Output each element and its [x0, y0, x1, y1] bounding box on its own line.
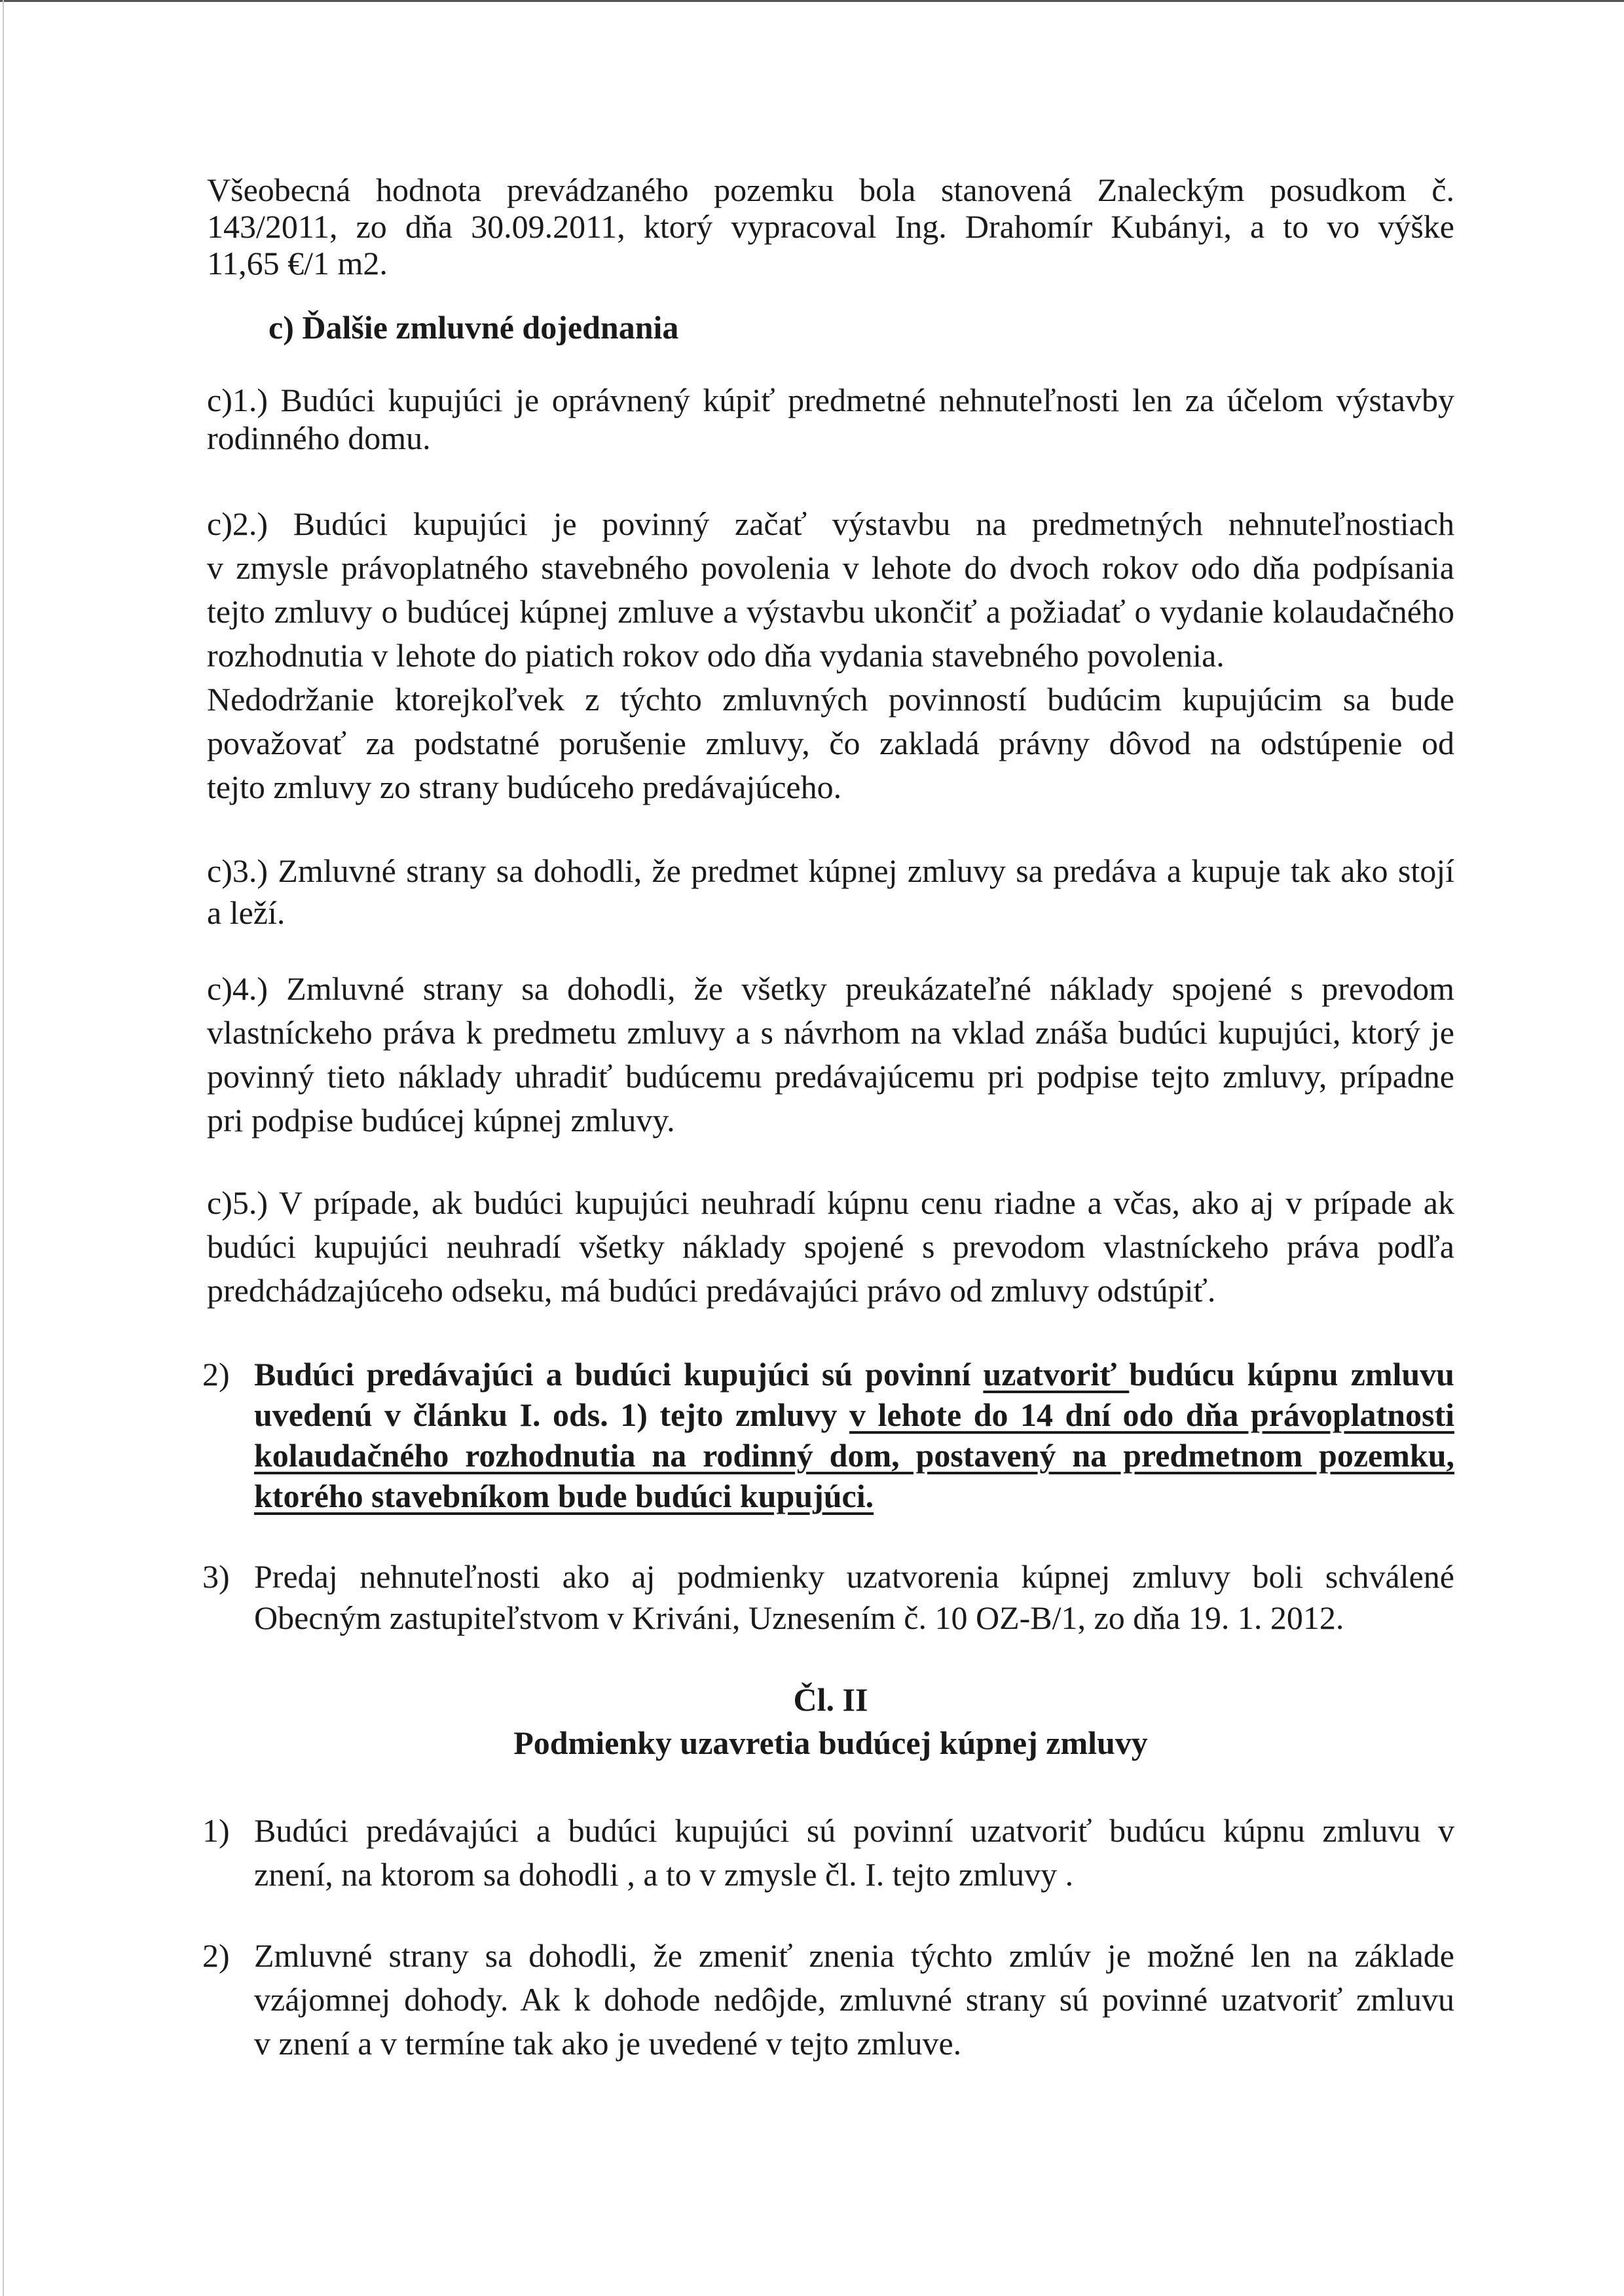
- scan-edge-top: [0, 0, 1624, 2]
- text-line: predchádzajúceho odseku, má budúci predávajúci právo od zmluvy odstúpiť.: [207, 1272, 1216, 1309]
- text-line: c)3.) Zmluvné strany sa dohodli, že predmet kúpnej zmluvy sa predáva a kupuje tak ako stojí: [207, 852, 1454, 889]
- article-item-1: [254, 1809, 1454, 1897]
- underlined-text: ktorého stavebníkom bude budúci kupujúci.: [254, 1478, 874, 1514]
- clause-c5: [207, 1181, 1454, 1313]
- text-line: c)4.) Zmluvné strany sa dohodli, že všetky preukázateľné náklady spojené s prevodom: [207, 970, 1454, 1007]
- text-line: c)1.) Budúci kupujúci je oprávnený kúpiť predmetné nehnuteľnosti len za účelom výstavby: [207, 382, 1454, 418]
- text-line: Predaj nehnuteľnosti ako aj podmienky uzatvorenia kúpnej zmluvy boli schválené: [254, 1558, 1454, 1595]
- item-number: 2): [202, 1937, 230, 1974]
- text-line: Zmluvné strany sa dohodli, že zmeniť znenia týchto zmlúv je možné len na základe: [254, 1937, 1454, 1974]
- heading-text: c) Ďalšie zmluvné dojednania: [268, 309, 679, 346]
- text-line: c)2.) Budúci kupujúci je povinný začať výstavbu na predmetných nehnuteľnostiach: [207, 505, 1454, 542]
- text-line: budúci kupujúci neuhradí všetky náklady spojené s prevodom vlastníckeho práva podľa: [207, 1228, 1454, 1265]
- underlined-text: v lehote do 14 dní odo dňa právoplatnosti: [849, 1396, 1454, 1433]
- item-number: 2): [202, 1356, 230, 1393]
- text-line: Budúci predávajúci a budúci kupujúci sú povinní uzatvoriť budúcu kúpnu zmluvu v: [254, 1812, 1454, 1849]
- text-line: vlastníckeho práva k predmetu zmluvy a s návrhom na vklad znáša budúci kupujúci, ktorý je: [207, 1014, 1454, 1051]
- clause-c1: [207, 381, 1454, 457]
- text-line: [254, 1394, 1454, 1435]
- article-title: Čl. II: [793, 1681, 868, 1718]
- clause-c2: [207, 502, 1454, 809]
- section-heading-c: [268, 308, 678, 347]
- scan-edge-left: [3, 0, 4, 2296]
- text-line: znení, na ktorom sa dohodli , a to v zmysle čl. I. tejto zmluvy .: [254, 1856, 1074, 1893]
- text-line: Všeobecná hodnota prevádzaného pozemku bola stanovená Znaleckým posudkom č.: [207, 172, 1454, 208]
- text-line: pri podpise budúcej kúpnej zmluvy.: [207, 1102, 675, 1139]
- text-segment: uvedenú v článku I. ods. 1) tejto zmluvy: [254, 1396, 850, 1433]
- text-line: v znení a v termíne tak ako je uvedené v tejto zmluve.: [254, 2025, 962, 2062]
- clause-c4: [207, 967, 1454, 1142]
- paragraph-valuation: [207, 172, 1454, 282]
- text-segment: budúcu kúpnu zmluvu: [1129, 1356, 1454, 1393]
- text-line: [254, 1354, 1454, 1394]
- text-line: 143/2011, zo dňa 30.09.2011, ktorý vypracoval Ing. Drahomír Kubányi, a to vo výške: [207, 208, 1454, 245]
- clause-c3: [207, 850, 1454, 934]
- text-line: rozhodnutia v lehote do piatich rokov odo dňa vydania stavebného povolenia.: [207, 637, 1225, 674]
- text-line: rodinného domu.: [207, 420, 431, 456]
- text-line: 11,65 €/1 m2.: [207, 245, 388, 282]
- text-line: tejto zmluvy zo strany budúceho predávajúceho.: [207, 769, 842, 805]
- text-line: v zmysle právoplatného stavebného povolenia v lehote do dvoch rokov odo dňa podpísania: [207, 549, 1454, 586]
- underlined-text: kolaudačného rozhodnutia na rodinný dom, postavený na predmetnom pozemku,: [254, 1437, 1454, 1474]
- item-2-obligation: [254, 1354, 1454, 1516]
- item-number: 3): [202, 1558, 230, 1595]
- text-line: tejto zmluvy o budúcej kúpnej zmluve a výstavbu ukončiť a požiadať o vydanie kolaudačného: [207, 593, 1454, 630]
- text-line: c)5.) V prípade, ak budúci kupujúci neuhradí kúpnu cenu riadne a včas, ako aj v prípade ak: [207, 1184, 1454, 1221]
- text-line: Nedodržanie ktorejkoľvek z týchto zmluvných povinností budúcim kupujúcim sa bude: [207, 681, 1454, 718]
- text-segment: Budúci predávajúci a budúci kupujúci sú povinní: [254, 1356, 984, 1393]
- text-line: považovať za podstatné porušenie zmluvy, čo zakladá právny dôvod na odstúpenie od: [207, 725, 1454, 761]
- text-line: Obecným zastupiteľstvom v Kriváni, Uznesením č. 10 OZ-B/1, zo dňa 19. 1. 2012.: [254, 1599, 1344, 1636]
- text-line: vzájomnej dohody. Ak k dohode nedôjde, zmluvné strany sú povinné uzatvoriť zmluvu: [254, 1981, 1454, 2018]
- underlined-text: uzatvoriť: [983, 1356, 1130, 1393]
- text-line: povinný tieto náklady uhradiť budúcemu predávajúcemu pri podpise tejto zmluvy, prípadne: [207, 1058, 1454, 1095]
- article-item-2: [254, 1934, 1454, 2066]
- item-number: 1): [202, 1812, 230, 1849]
- article-heading: [207, 1678, 1454, 1764]
- article-subtitle: Podmienky uzavretia budúcej kúpnej zmluvy: [513, 1724, 1148, 1761]
- text-line: a leží.: [207, 894, 286, 931]
- item-3-approval: [254, 1556, 1454, 1639]
